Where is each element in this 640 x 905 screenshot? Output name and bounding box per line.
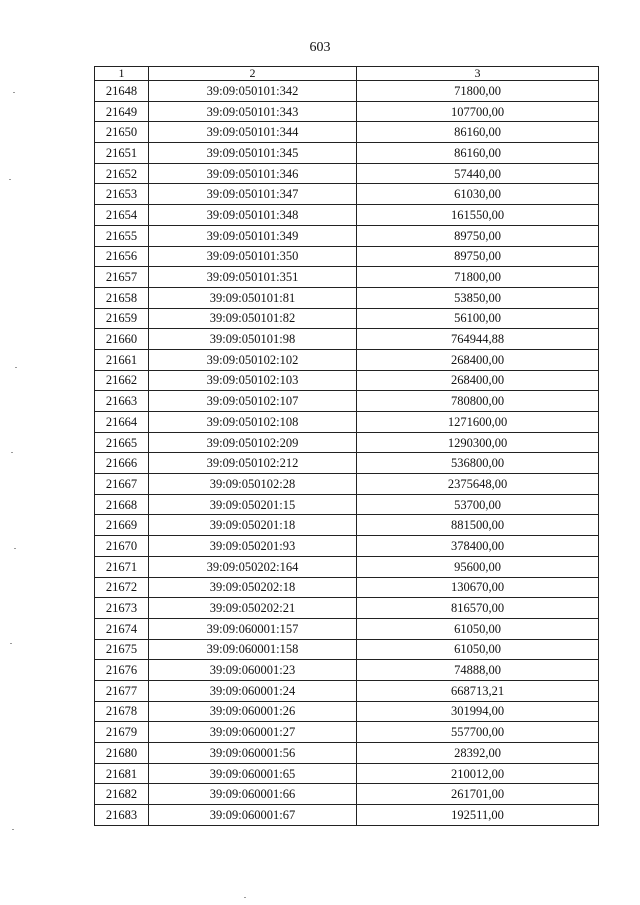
value-cell: 57440,00 bbox=[357, 163, 599, 184]
table-body bbox=[95, 81, 599, 826]
row-number-cell: 21678 bbox=[95, 701, 149, 722]
value-cell: 378400,00 bbox=[357, 536, 599, 557]
cadastral-number-cell: 39:09:050101:82 bbox=[149, 308, 357, 329]
value-cell: 764944,88 bbox=[357, 329, 599, 350]
cadastral-number-cell: 39:09:050101:343 bbox=[149, 101, 357, 122]
cadastral-number-cell: 39:09:050102:102 bbox=[149, 349, 357, 370]
value-cell: 780800,00 bbox=[357, 391, 599, 412]
cadastral-number-cell: 39:09:060001:158 bbox=[149, 639, 357, 660]
scan-mark bbox=[13, 92, 15, 93]
row-number-cell: 21668 bbox=[95, 494, 149, 515]
table-row bbox=[95, 805, 599, 826]
cadastral-number-cell: 39:09:050102:107 bbox=[149, 391, 357, 412]
cadastral-number-cell: 39:09:060001:66 bbox=[149, 784, 357, 805]
cadastral-number-cell: 39:09:050102:103 bbox=[149, 370, 357, 391]
value-cell: 130670,00 bbox=[357, 577, 599, 598]
cadastral-number-cell: 39:09:050101:81 bbox=[149, 287, 357, 308]
table-row bbox=[95, 494, 599, 515]
table-row bbox=[95, 412, 599, 433]
table-row bbox=[95, 349, 599, 370]
row-number-cell: 21662 bbox=[95, 370, 149, 391]
row-number-cell: 21673 bbox=[95, 598, 149, 619]
value-cell: 61030,00 bbox=[357, 184, 599, 205]
scan-mark bbox=[14, 548, 16, 549]
row-number-cell: 21683 bbox=[95, 805, 149, 826]
value-cell: 56100,00 bbox=[357, 308, 599, 329]
table-row bbox=[95, 81, 599, 102]
row-number-cell: 21651 bbox=[95, 143, 149, 164]
value-cell: 192511,00 bbox=[357, 805, 599, 826]
row-number-cell: 21666 bbox=[95, 453, 149, 474]
scan-mark bbox=[244, 897, 246, 898]
value-cell: 301994,00 bbox=[357, 701, 599, 722]
cadastral-number-cell: 39:09:060001:23 bbox=[149, 660, 357, 681]
row-number-cell: 21655 bbox=[95, 225, 149, 246]
value-cell: 71800,00 bbox=[357, 267, 599, 288]
cadastral-number-cell: 39:09:050102:108 bbox=[149, 412, 357, 433]
value-cell: 668713,21 bbox=[357, 680, 599, 701]
scan-mark bbox=[9, 179, 11, 180]
value-cell: 268400,00 bbox=[357, 370, 599, 391]
row-number-cell: 21661 bbox=[95, 349, 149, 370]
row-number-cell: 21658 bbox=[95, 287, 149, 308]
table-row bbox=[95, 763, 599, 784]
cadastral-number-cell: 39:09:050102:209 bbox=[149, 432, 357, 453]
cadastral-number-cell: 39:09:050201:18 bbox=[149, 515, 357, 536]
cadastral-number-cell: 39:09:050101:350 bbox=[149, 246, 357, 267]
column-header-1: 1 bbox=[95, 67, 149, 81]
cadastral-number-cell: 39:09:050201:93 bbox=[149, 536, 357, 557]
cadastral-number-cell: 39:09:050202:21 bbox=[149, 598, 357, 619]
row-number-cell: 21656 bbox=[95, 246, 149, 267]
cadastral-number-cell: 39:09:060001:67 bbox=[149, 805, 357, 826]
cadastral-number-cell: 39:09:050101:351 bbox=[149, 267, 357, 288]
value-cell: 536800,00 bbox=[357, 453, 599, 474]
column-header-2: 2 bbox=[149, 67, 357, 81]
row-number-cell: 21650 bbox=[95, 122, 149, 143]
cadastral-number-cell: 39:09:050102:212 bbox=[149, 453, 357, 474]
value-cell: 1290300,00 bbox=[357, 432, 599, 453]
row-number-cell: 21675 bbox=[95, 639, 149, 660]
scan-mark bbox=[10, 643, 12, 644]
cadastral-number-cell: 39:09:050101:347 bbox=[149, 184, 357, 205]
cadastral-number-cell: 39:09:050101:344 bbox=[149, 122, 357, 143]
row-number-cell: 21660 bbox=[95, 329, 149, 350]
cadastral-number-cell: 39:09:060001:26 bbox=[149, 701, 357, 722]
table-row bbox=[95, 556, 599, 577]
table-row bbox=[95, 784, 599, 805]
row-number-cell: 21676 bbox=[95, 660, 149, 681]
table-row bbox=[95, 722, 599, 743]
cadastral-number-cell: 39:09:060001:56 bbox=[149, 743, 357, 764]
table-row bbox=[95, 246, 599, 267]
table-row bbox=[95, 680, 599, 701]
row-number-cell: 21677 bbox=[95, 680, 149, 701]
value-cell: 161550,00 bbox=[357, 205, 599, 226]
cadastral-number-cell: 39:09:050101:342 bbox=[149, 81, 357, 102]
table-row bbox=[95, 577, 599, 598]
value-cell: 89750,00 bbox=[357, 246, 599, 267]
value-cell: 881500,00 bbox=[357, 515, 599, 536]
value-cell: 28392,00 bbox=[357, 743, 599, 764]
scan-mark bbox=[11, 452, 13, 453]
page-number: 603 bbox=[309, 40, 331, 55]
value-cell: 816570,00 bbox=[357, 598, 599, 619]
table-row bbox=[95, 536, 599, 557]
table-row bbox=[95, 474, 599, 495]
row-number-cell: 21674 bbox=[95, 618, 149, 639]
value-cell: 74888,00 bbox=[357, 660, 599, 681]
row-number-cell: 21670 bbox=[95, 536, 149, 557]
table-row bbox=[95, 660, 599, 681]
registry-table bbox=[94, 66, 599, 826]
table-row bbox=[95, 308, 599, 329]
row-number-cell: 21679 bbox=[95, 722, 149, 743]
table-row bbox=[95, 639, 599, 660]
row-number-cell: 21671 bbox=[95, 556, 149, 577]
row-number-cell: 21649 bbox=[95, 101, 149, 122]
value-cell: 71800,00 bbox=[357, 81, 599, 102]
cadastral-number-cell: 39:09:060001:24 bbox=[149, 680, 357, 701]
scan-mark bbox=[12, 829, 14, 830]
row-number-cell: 21653 bbox=[95, 184, 149, 205]
table-row bbox=[95, 743, 599, 764]
row-number-cell: 21657 bbox=[95, 267, 149, 288]
value-cell: 107700,00 bbox=[357, 101, 599, 122]
value-cell: 86160,00 bbox=[357, 122, 599, 143]
value-cell: 53700,00 bbox=[357, 494, 599, 515]
table-row bbox=[95, 143, 599, 164]
table-row bbox=[95, 453, 599, 474]
table-row bbox=[95, 370, 599, 391]
column-header-3: 3 bbox=[357, 67, 599, 81]
row-number-cell: 21669 bbox=[95, 515, 149, 536]
table-row bbox=[95, 122, 599, 143]
table-row bbox=[95, 329, 599, 350]
value-cell: 95600,00 bbox=[357, 556, 599, 577]
value-cell: 61050,00 bbox=[357, 618, 599, 639]
row-number-cell: 21682 bbox=[95, 784, 149, 805]
cadastral-number-cell: 39:09:050102:28 bbox=[149, 474, 357, 495]
value-cell: 53850,00 bbox=[357, 287, 599, 308]
row-number-cell: 21663 bbox=[95, 391, 149, 412]
value-cell: 261701,00 bbox=[357, 784, 599, 805]
cadastral-number-cell: 39:09:050101:346 bbox=[149, 163, 357, 184]
value-cell: 61050,00 bbox=[357, 639, 599, 660]
value-cell: 1271600,00 bbox=[357, 412, 599, 433]
table-row bbox=[95, 701, 599, 722]
table-row bbox=[95, 101, 599, 122]
value-cell: 210012,00 bbox=[357, 763, 599, 784]
row-number-cell: 21680 bbox=[95, 743, 149, 764]
value-cell: 268400,00 bbox=[357, 349, 599, 370]
table-row bbox=[95, 391, 599, 412]
row-number-cell: 21654 bbox=[95, 205, 149, 226]
cadastral-number-cell: 39:09:050101:98 bbox=[149, 329, 357, 350]
value-cell: 86160,00 bbox=[357, 143, 599, 164]
row-number-cell: 21667 bbox=[95, 474, 149, 495]
value-cell: 557700,00 bbox=[357, 722, 599, 743]
row-number-cell: 21681 bbox=[95, 763, 149, 784]
table-row bbox=[95, 184, 599, 205]
cadastral-number-cell: 39:09:060001:65 bbox=[149, 763, 357, 784]
table-row bbox=[95, 598, 599, 619]
table-header-row bbox=[95, 67, 599, 81]
value-cell: 89750,00 bbox=[357, 225, 599, 246]
cadastral-number-cell: 39:09:050201:15 bbox=[149, 494, 357, 515]
row-number-cell: 21652 bbox=[95, 163, 149, 184]
value-cell: 2375648,00 bbox=[357, 474, 599, 495]
scan-mark bbox=[15, 367, 17, 368]
cadastral-number-cell: 39:09:050202:164 bbox=[149, 556, 357, 577]
row-number-cell: 21664 bbox=[95, 412, 149, 433]
cadastral-number-cell: 39:09:050202:18 bbox=[149, 577, 357, 598]
table-row bbox=[95, 205, 599, 226]
cadastral-number-cell: 39:09:050101:345 bbox=[149, 143, 357, 164]
table-row bbox=[95, 432, 599, 453]
row-number-cell: 21672 bbox=[95, 577, 149, 598]
table-row bbox=[95, 163, 599, 184]
table-row bbox=[95, 515, 599, 536]
cadastral-number-cell: 39:09:050101:349 bbox=[149, 225, 357, 246]
table-row bbox=[95, 225, 599, 246]
table-row bbox=[95, 267, 599, 288]
table-row bbox=[95, 618, 599, 639]
row-number-cell: 21665 bbox=[95, 432, 149, 453]
table-row bbox=[95, 287, 599, 308]
row-number-cell: 21648 bbox=[95, 81, 149, 102]
cadastral-number-cell: 39:09:060001:157 bbox=[149, 618, 357, 639]
row-number-cell: 21659 bbox=[95, 308, 149, 329]
cadastral-number-cell: 39:09:050101:348 bbox=[149, 205, 357, 226]
cadastral-number-cell: 39:09:060001:27 bbox=[149, 722, 357, 743]
